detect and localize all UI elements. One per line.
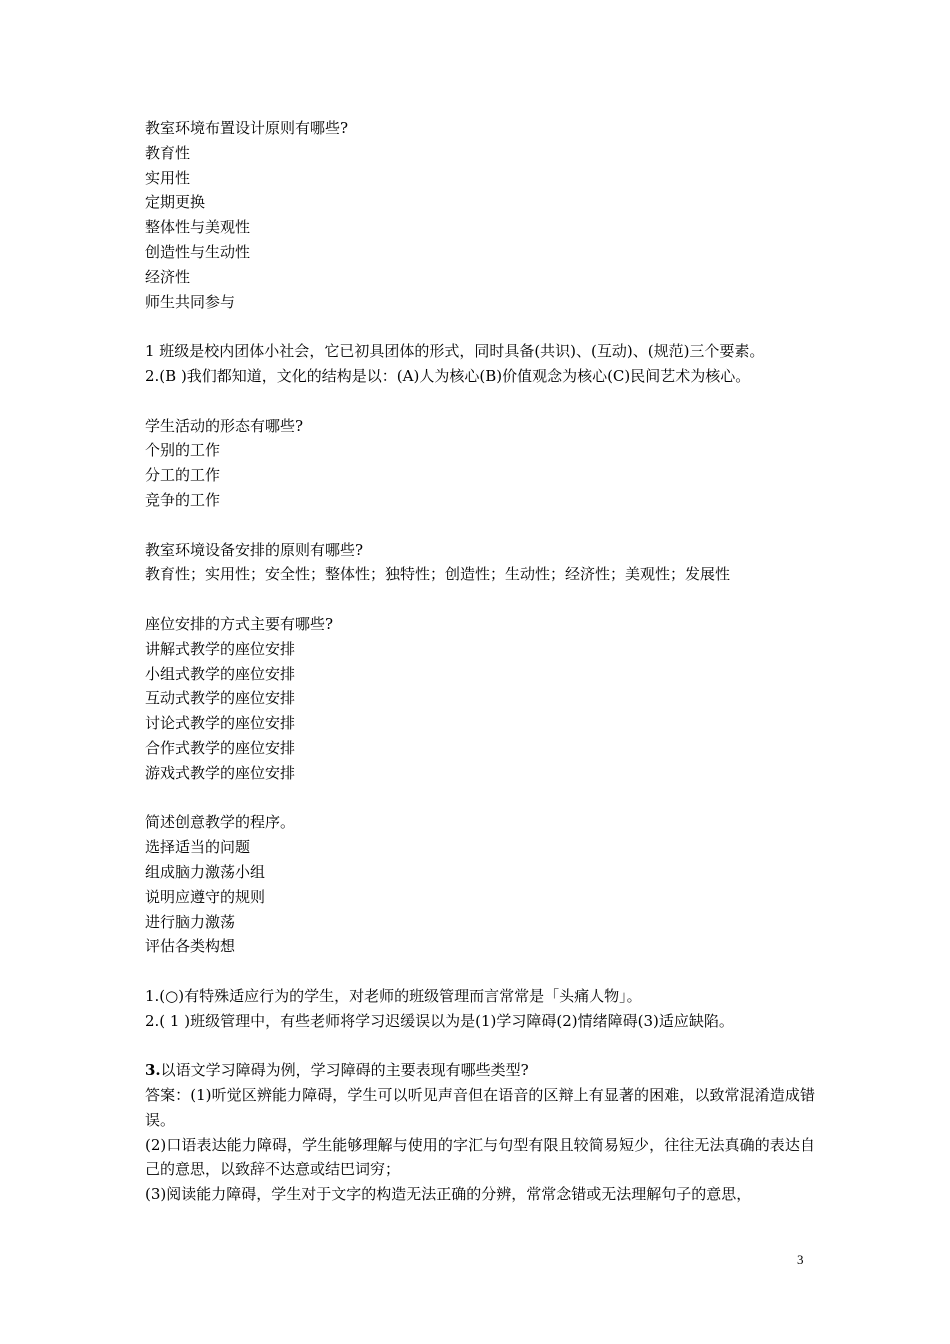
- list-item: 分工的工作: [145, 466, 221, 485]
- list-item: 个别的工作: [145, 441, 221, 460]
- list-item: 定期更换: [145, 193, 206, 212]
- statement-line: 1.(○)有特殊适应行为的学生，对老师的班级管理而言常常是「头痛人物」。: [145, 986, 642, 1005]
- list-item: 互动式教学的座位安排: [145, 689, 296, 708]
- question-student-activity-forms: 学生活动的形态有哪些?: [145, 416, 304, 435]
- list-item: 讨论式教学的座位安排: [145, 714, 296, 733]
- statement-line: 2.(B )我们都知道，文化的结构是以：(A)人为核心(B)价值观念为核心(C)民间艺术为核心。: [145, 366, 751, 385]
- statement-line: 2.( 1 )班级管理中，有些老师将学习迟缓误以为是(1)学习障碍(2)情绪障碍(3)适应缺陷。: [145, 1011, 734, 1030]
- question-equipment-principles: 教室环境设备安排的原则有哪些?: [145, 540, 364, 559]
- question-learning-disability-types: [145, 1058, 815, 1083]
- answer-paragraph: 答案：(1)听觉区辨能力障碍，学生可以听见声音但在语音的区辩上有显著的困难，以致常混淆造成错误。: [145, 1086, 815, 1129]
- question-number: 3.: [145, 1061, 161, 1080]
- answer-line: 教育性；实用性；安全性；整体性；独特性；创造性；生动性；经济性；美观性；发展性: [145, 565, 731, 584]
- list-item: 进行脑力激荡: [145, 912, 236, 931]
- statement-line: 1 班级是校内团体小社会，它已初具团体的形式，同时具备(共识)、(互动)、(规范)三个要素。: [145, 342, 765, 361]
- question-creative-teaching-procedure: 简述创意教学的程序。: [145, 813, 296, 832]
- list-item: 组成脑力激荡小组: [145, 862, 266, 881]
- list-item: 游戏式教学的座位安排: [145, 763, 296, 782]
- document-body: [145, 116, 815, 1207]
- answer-paragraph: (3)阅读能力障碍，学生对于文字的构造无法正确的分辨，常常念错或无法理解句子的意思，: [145, 1185, 752, 1204]
- list-item: 创造性与生动性: [145, 242, 251, 261]
- list-item: 选择适当的问题: [145, 838, 251, 857]
- list-item: 竞争的工作: [145, 490, 221, 509]
- list-item: 小组式教学的座位安排: [145, 664, 296, 683]
- question-text: 以语文学习障碍为例，学习障碍的主要表现有哪些类型?: [160, 1061, 529, 1080]
- list-item: 讲解式教学的座位安排: [145, 639, 296, 658]
- question-classroom-layout-principles: 教室环境布置设计原则有哪些?: [145, 119, 349, 137]
- list-item: 合作式教学的座位安排: [145, 738, 296, 757]
- page-number: 3: [797, 1252, 804, 1267]
- list-item: 教育性: [145, 143, 191, 162]
- list-item: 实用性: [145, 168, 191, 187]
- list-item: 评估各类构想: [145, 937, 236, 956]
- list-item: 整体性与美观性: [145, 218, 251, 237]
- answer-paragraph: (2)口语表达能力障碍，学生能够理解与使用的字汇与句型有限且较简易短少，往往无法真确的表达自己的意思，以致辞不达意或结巴词穷；: [145, 1135, 815, 1179]
- list-item: 师生共同参与: [145, 292, 236, 311]
- question-seating-arrangements: 座位安排的方式主要有哪些?: [145, 614, 334, 633]
- list-item: 说明应遵守的规则: [145, 887, 266, 906]
- list-item: 经济性: [145, 267, 191, 286]
